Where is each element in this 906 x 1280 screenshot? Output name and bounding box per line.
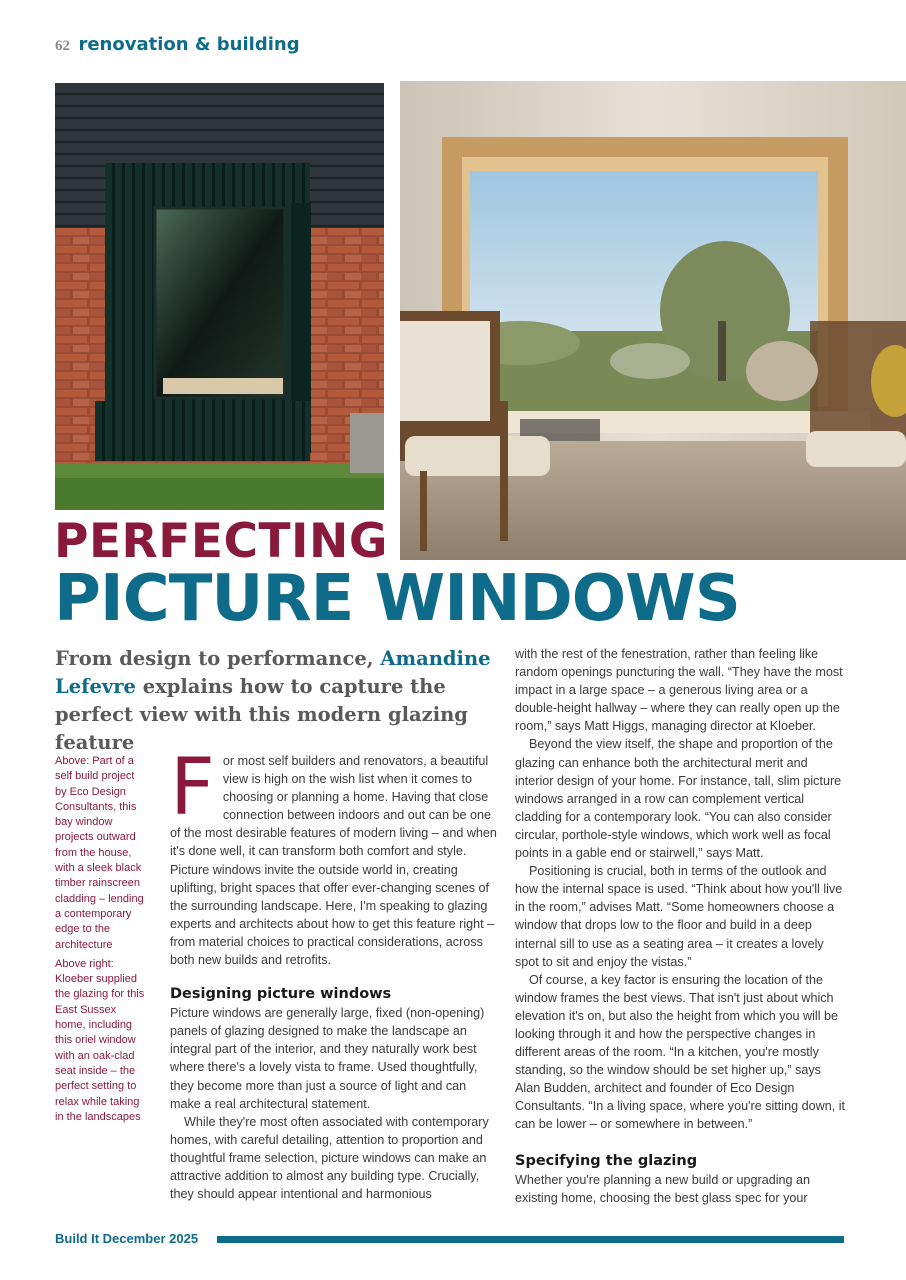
body-paragraph: Beyond the view itself, the shape and proportion of the glazing can enhance both the architectural merit and interior design of your home. For instance, tall, slim picture windows arranged in a row can complement vertical cladding for a contemporary look. “You can also consider circular, porthole-style windows, which work well as focal points in a gable end or stairwell,” says Matt. (515, 737, 842, 861)
body-paragraph: Picture windows are generally large, fixed (non-opening) panels of glazing designed to make the landscape an integral part of the interior, and they naturally work best where there's a lovely vista to frame. Used thoughtfully, they become more than just a source of light and can make a real architectural statement. (170, 1006, 485, 1111)
body-column-1 (170, 743, 497, 1203)
author-name: Amandine Lefevre (55, 647, 491, 698)
magazine-name: Build It (55, 1231, 100, 1246)
page-footer (55, 1231, 198, 1246)
running-header (55, 34, 300, 55)
body-paragraph: Whether you're planning a new build or upgrading an existing home, choosing the best glass spec for your (515, 1172, 811, 1205)
caption-right-photo: Above right: Kloeber supplied the glazing for this East Sussex home, including this oriel window with an oak-clad seat inside – the perfect setting to relax while taking in the landscapes (55, 957, 145, 1123)
issue-date: December 2025 (102, 1231, 199, 1246)
body-paragraph: with the rest of the fenestration, rather than feeling like random openings puncturing the wall. “They have the most impact in a large space – a generous living area or a double-height hallway – where they can really open up the room,” says Matt Higgs, managing director at Kloeber. (515, 647, 843, 734)
subheading-designing: Designing picture windows (170, 986, 392, 1003)
caption-left-photo: Above: Part of a self build project by Eco Design Consultants, this bay window projects outward from the house, with a sleek black timber rainscreen cladding – lending a contemporary edge to the architecture (55, 755, 144, 951)
section-title: renovation & building (78, 34, 300, 55)
body-column-2 (515, 645, 845, 1207)
photo-captions (55, 754, 147, 1129)
standfirst (55, 645, 495, 757)
standfirst-lead: From design to performance, (55, 647, 381, 670)
intro-text: or most self builders and renovators, a beautiful view is high on the wish list when it comes to choosing or planning a home. Having that close connection between indoors and out can be one of the most desirable features of modern living – and when it's done well, it can transform both comfort and style. Picture windows invite the outside world in, creating uplifting, bright spaces that offer ever-changing scenes of the surrounding landscape. Here, I'm speaking to glazing experts and architects about how to get this feature right – from material choices to practical considerations, across both new builds and retrofits. (170, 754, 497, 968)
bay-window-illustration (55, 83, 384, 510)
subheading-specifying: Specifying the glazing (515, 1152, 698, 1169)
oriel-window-illustration (400, 81, 906, 560)
bay-window-photo (55, 83, 384, 510)
page-number: 62 (55, 38, 70, 54)
oriel-window-photo (400, 81, 906, 560)
drop-cap: F (170, 743, 215, 833)
standfirst-rest: explains how to capture the perfect view with this modern glazing feature (55, 675, 468, 754)
body-paragraph: While they're most often associated with contemporary homes, with careful detailing, attention to proportion and thoughtful frame selection, picture windows can make an attractive addition to almost any building type. Crucially, they should appear intentional and harmonious (170, 1114, 489, 1202)
headline-line-2: PICTURE WINDOWS (54, 562, 740, 636)
footer-rule (217, 1236, 844, 1243)
body-paragraph: Positioning is crucial, both in terms of the outlook and how the internal space is used. “Think about how you'll live in the room,” advises Matt. “Some homeowners choose a window that drops low to the floor and build in a deep internal sill to use as a seating area – it creates a lovely spot to sit and enjoy the vistas.” (515, 864, 843, 969)
intro-paragraph (170, 743, 497, 969)
headline-line-1: PERFECTING (54, 514, 388, 569)
body-paragraph: Of course, a key factor is ensuring the location of the window frames the best views. That isn't just about which elevation it's on, but also the height from which you will be looking through it and how the perspective changes in different areas of the room. “In a kitchen, you're mostly standing, so the window should be set higher up,” says Alan Budden, architect and founder of Eco Design Consultants. “In a living space, where you're sitting down, it can be lower – or somewhere in between.” (515, 972, 846, 1132)
